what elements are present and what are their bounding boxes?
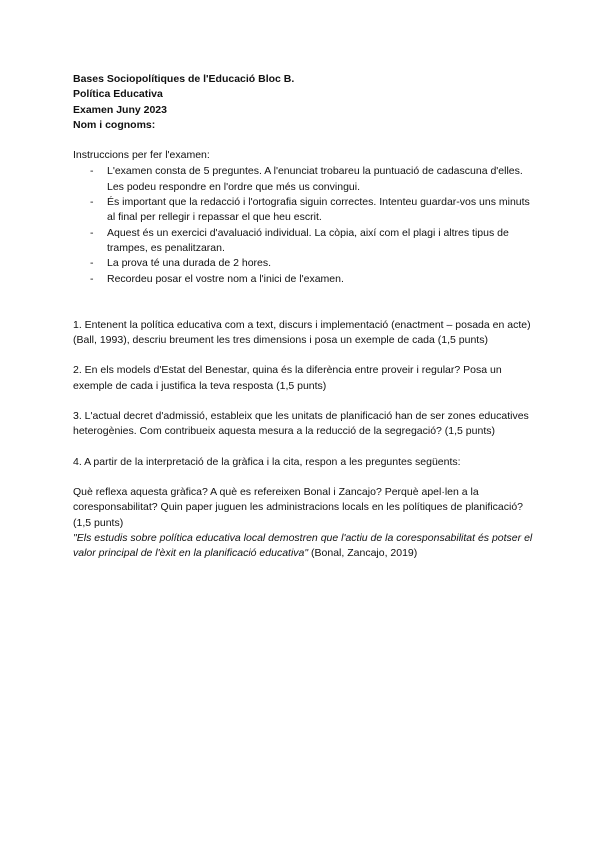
question-1: 1. Entenent la política educativa com a text, discurs i implementació (enactment – posada en acte) (Ball, 1993), descriu breument les tres dimensions i posa un exemple de cada (1,5 punts): [73, 318, 531, 347]
instruction-item: - La prova té una durada de 2 hores.: [73, 256, 533, 271]
quote-text: "Els estudis sobre política educativa local demostren que l'actiu de la coresponsabilitat és potser el valor principal de l'èxit en la planificació educativa": [73, 531, 533, 560]
course-subtitle: Política Educativa: [73, 88, 163, 101]
student-name-label: Nom i cognoms:: [73, 118, 156, 131]
question-4-subquestions: Què reflexa aquesta gràfica? A què es refereixen Bonal i Zancajo? Perquè apel·len a la coresponsabilitat? Quin paper juguen les administracions locals en les polítiques de planificació? (1,5 punts): [73, 485, 524, 529]
quote-source: (Bonal, Zancajo, 2019): [308, 547, 418, 560]
exam-content: [73, 72, 533, 561]
instruction-item: - Recordeu posar el vostre nom a l'inici de l'examen.: [73, 272, 533, 287]
question-2: 2. En els models d'Estat del Benestar, quina és la diferència entre proveir i regular? Posa un exemple de cada i justifica la teva resposta (1,5 punts): [73, 364, 502, 392]
instructions-list: [73, 164, 533, 286]
quote-block: [73, 531, 533, 562]
instructions-title: Instruccions per fer l'examen:: [73, 149, 210, 162]
instruction-item: - Aquest és un exercici d'avaluació individual. La còpia, així com el plagi i altres tipus de trampes, es penalitzaran.: [73, 226, 533, 257]
instruction-item: - És important que la redacció i l'ortografia siguin correctes. Intenteu guardar-vos uns minuts al final per rellegir i repassar el que heu escrit.: [73, 195, 533, 226]
section-divider-space: [73, 287, 533, 318]
course-title: Bases Sociopolítiques de l'Educació Bloc B.: [73, 73, 295, 85]
question-4: 4. A partir de la interpretació de la gràfica i la cita, respon a les preguntes següents:: [73, 455, 461, 468]
question-3: 3. L'actual decret d'admissió, estableix que les unitats de planificació han de ser zones educatives heterogènies. Com contribueix aquesta mesura a la reducció de la segregació? (1,5 punts): [73, 410, 529, 438]
exam-header: [73, 72, 533, 133]
exam-date: Examen Juny 2023: [73, 103, 167, 116]
instruction-item: - L'examen consta de 5 preguntes. A l'enunciat trobareu la puntuació de cadascuna d'elles. Les podeu respondre en l'ordre que més us convingui.: [73, 164, 533, 195]
